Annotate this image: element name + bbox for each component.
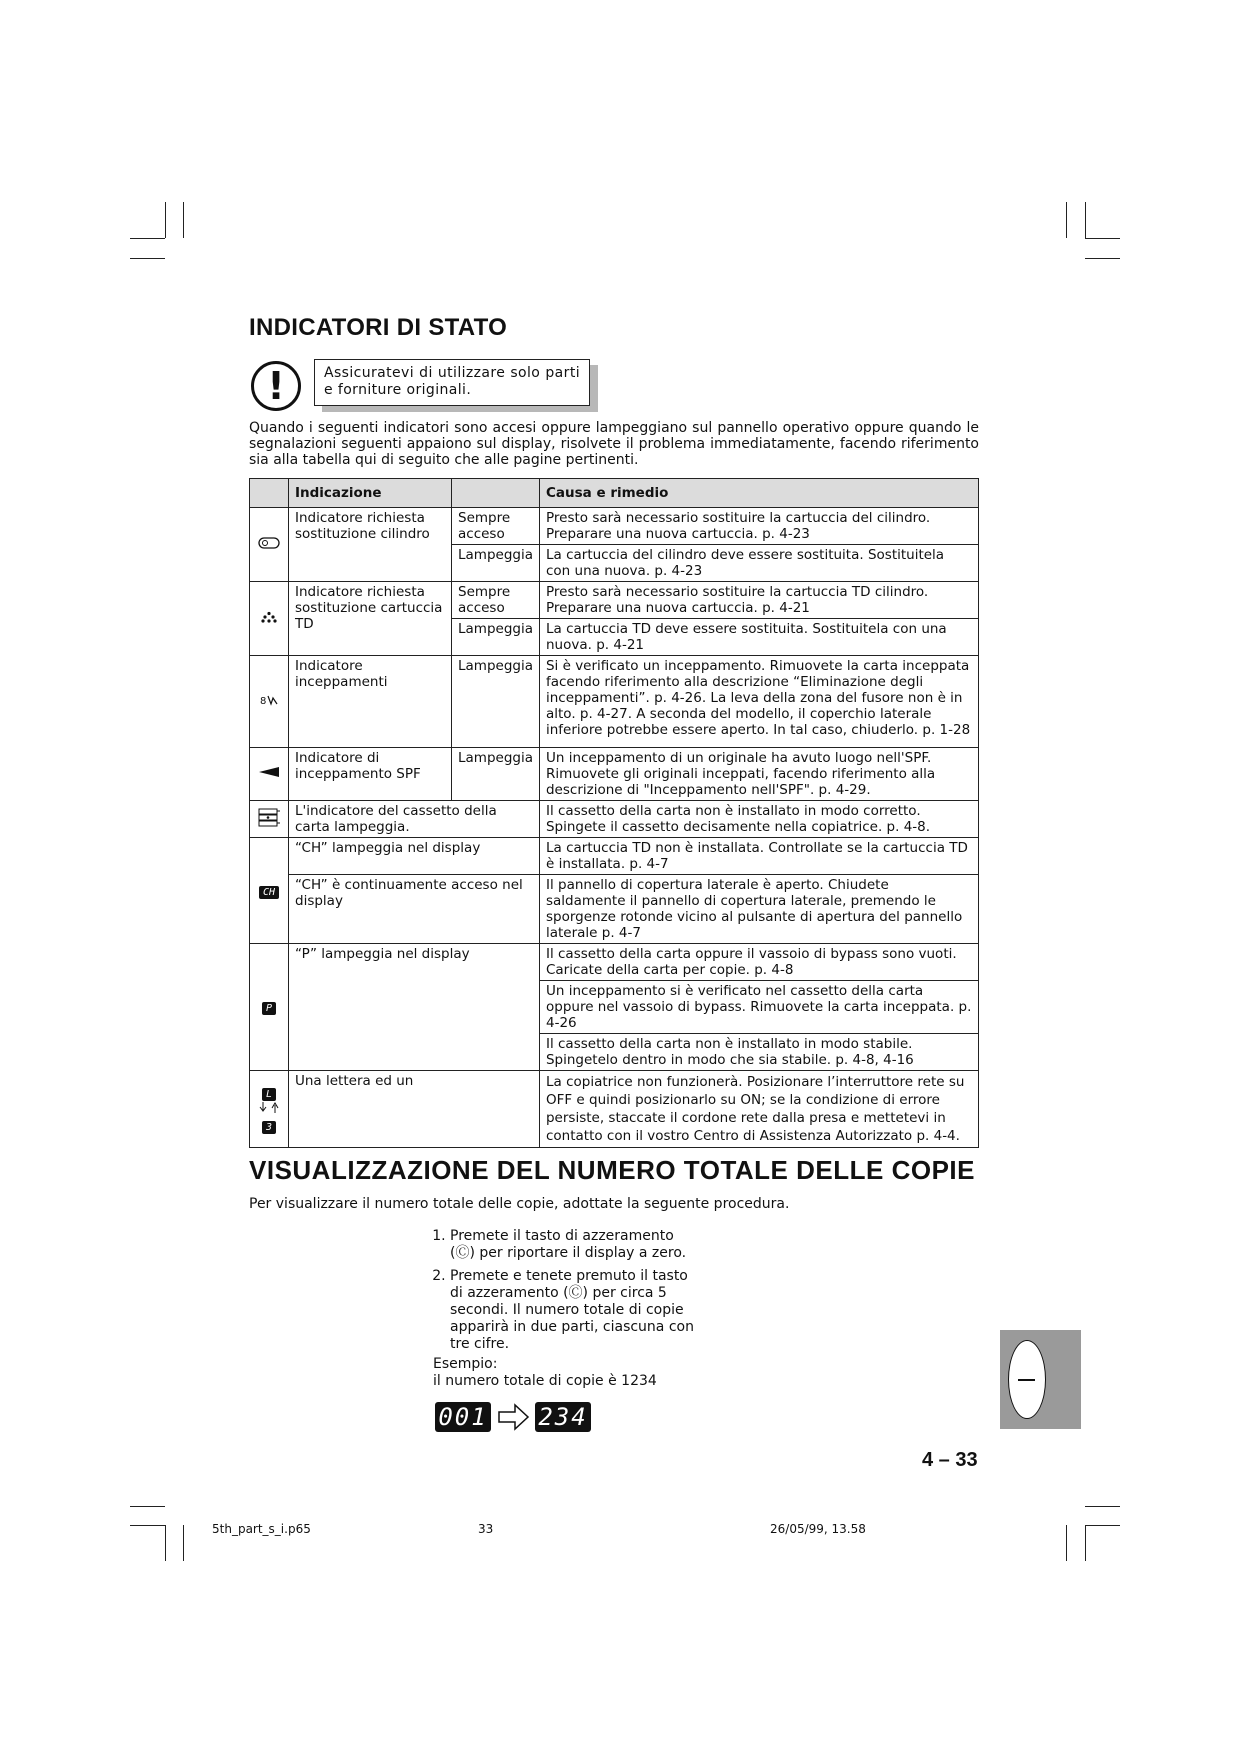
example-block bbox=[433, 1356, 657, 1390]
remedy-text: Il cassetto della carta non è installato in modo stabile. Spingetelo dentro in modo che sia stabile. p. 4-8, 4-16 bbox=[539, 1034, 978, 1071]
indication-text: Indicatore di inceppamento SPF bbox=[289, 748, 452, 801]
indication-text: Indicatore inceppamenti bbox=[289, 656, 452, 748]
indication-text: “CH” è continuamente acceso nel display bbox=[289, 875, 540, 944]
footer-date: 26/05/99, 13.58 bbox=[770, 1522, 866, 1536]
drum-cartridge-icon bbox=[250, 508, 289, 582]
step-2: 2. Premete e tenete premuto il tasto di azzeramento (Ⓒ) per circa 5 secondi. Il numero totale di copie apparirà in due parti, ciascuna con tre cifre. bbox=[450, 1268, 703, 1353]
section2-intro: Per visualizzare il numero totale delle copie, adottate la seguente procedura. bbox=[249, 1196, 790, 1212]
table-row bbox=[250, 508, 979, 545]
crop-mark bbox=[130, 258, 165, 259]
state-text: Lampeggia bbox=[452, 748, 540, 801]
indication-text: “CH” lampeggia nel display bbox=[289, 838, 540, 875]
state-text: Sempre acceso bbox=[452, 582, 540, 619]
crop-mark bbox=[130, 1506, 165, 1507]
table-row bbox=[250, 656, 979, 748]
remedy-text: La copiatrice non funzionerà. Posizionare l’interruttore rete su OFF e quindi posizionarlo su ON; se la condizione di errore persiste, staccate il cordone rete dalla presa e mettetevi in contatto con il vostro Centro di Assistenza Autorizzato p. 4-4. bbox=[539, 1071, 978, 1148]
crop-mark bbox=[1066, 1525, 1067, 1561]
remedy-text: Il cassetto della carta oppure il vassoio di bypass sono vuoti. Caricate della carta per copie. p. 4-8 bbox=[539, 944, 978, 981]
toner-dots-icon bbox=[250, 582, 289, 656]
table-row bbox=[250, 875, 979, 944]
crop-mark bbox=[1085, 258, 1120, 259]
remedy-text: Si è verificato un inceppamento. Rimuovete la carta inceppata facendo riferimento alla descrizione “Eliminazione degli inceppamenti”. p. 4-26. La leva della zona del fusore non è in alto. p. 4-27. A seconda del modello, il coperchio laterale inferiore potrebbe essere aperto. In tal caso, chiuderlo. p. 1-28 bbox=[539, 656, 978, 748]
lcd-p-display: P bbox=[262, 1002, 276, 1015]
status-indicators-table bbox=[249, 478, 979, 1148]
crop-mark bbox=[1085, 1506, 1120, 1507]
crop-mark bbox=[1085, 238, 1120, 239]
exclamation-warning-icon: ! bbox=[251, 361, 301, 411]
lcd-ch-display: CH bbox=[259, 886, 279, 899]
lcd-letter-number-icon bbox=[250, 1071, 289, 1148]
remedy-text: Presto sarà necessario sostituire la cartuccia del cilindro. Preparare una nuova cartuccia. p. 4-23 bbox=[539, 508, 978, 545]
crop-mark bbox=[1085, 1525, 1086, 1561]
state-text: Lampeggia bbox=[452, 656, 540, 748]
indication-text: Indicatore richiesta sostituzione cilindro bbox=[289, 508, 452, 582]
crop-mark bbox=[165, 1525, 166, 1561]
table-row bbox=[250, 748, 979, 801]
paper-tray-icon bbox=[250, 801, 289, 838]
arrow-right-icon bbox=[497, 1403, 530, 1431]
indication-text: “P” lampeggia nel display bbox=[289, 944, 540, 1071]
section-title-status-indicators: INDICATORI DI STATO bbox=[249, 314, 508, 341]
state-text: Lampeggia bbox=[452, 619, 540, 656]
header-causa: Causa e rimedio bbox=[539, 479, 978, 508]
footer-page: 33 bbox=[478, 1522, 494, 1536]
indication-text: Indicatore richiesta sostituzione cartuccia TD bbox=[289, 582, 452, 656]
table-row bbox=[250, 1071, 979, 1148]
crop-mark bbox=[183, 202, 184, 238]
crop-mark bbox=[130, 238, 165, 239]
header-state-cell bbox=[452, 479, 540, 508]
indication-text: Una lettera ed un bbox=[289, 1071, 540, 1148]
crop-mark bbox=[1085, 1525, 1120, 1526]
header-icon-cell bbox=[250, 479, 289, 508]
remedy-text: La cartuccia TD non è installata. Controllate se la cartuccia TD è installata. p. 4-7 bbox=[539, 838, 978, 875]
svg-text:8: 8 bbox=[260, 695, 267, 707]
crop-mark bbox=[165, 202, 166, 238]
lcd-ch-icon bbox=[250, 838, 289, 944]
table-row bbox=[250, 838, 979, 875]
procedure-steps bbox=[433, 1228, 703, 1359]
crop-mark bbox=[183, 1525, 184, 1561]
remedy-text: Un inceppamento di un originale ha avuto luogo nell'SPF. Rimuovete gli originali inceppati, facendo riferimento alla descrizione di "Inceppamento nell'SPF". p. 4-29. bbox=[539, 748, 978, 801]
remedy-text: La cartuccia del cilindro deve essere sostituita. Sostituitela con una nuova. p. 4-23 bbox=[539, 545, 978, 582]
example-label: Esempio: bbox=[433, 1356, 498, 1372]
remedy-text: Il pannello di copertura laterale è aperto. Chiudete saldamente il pannello di copertura laterale, premendo le sporgenze rotonde vicino al pulsante di apertura del pannello laterale p. 4-7 bbox=[539, 875, 978, 944]
crop-mark bbox=[130, 1525, 165, 1526]
step-1: 1. Premete il tasto di azzeramento (Ⓒ) per riportare il display a zero. bbox=[450, 1228, 703, 1262]
table-row bbox=[250, 944, 979, 981]
table-row bbox=[250, 801, 979, 838]
remedy-text: Presto sarà necessario sostituire la cartuccia TD cilindro. Preparare una nuova cartuccia. p. 4-21 bbox=[539, 582, 978, 619]
chapter-tab-oval bbox=[1008, 1340, 1046, 1419]
example-text: il numero totale di copie è 1234 bbox=[433, 1373, 657, 1389]
state-text: Sempre acceso bbox=[452, 508, 540, 545]
lcd-display-second: 234 bbox=[535, 1402, 591, 1432]
remedy-text: La cartuccia TD deve essere sostituita. Sostituitela con una nuova. p. 4-21 bbox=[539, 619, 978, 656]
remedy-text: Un inceppamento si è verificato nel cassetto della carta oppure nel vassoio di bypass. Rimuovete la carta inceppata. p. 4-26 bbox=[539, 981, 978, 1034]
lcd-display-first: 001 bbox=[435, 1402, 491, 1432]
lcd-letter-display: L bbox=[262, 1088, 276, 1101]
up-down-arrows-icon bbox=[257, 1101, 281, 1114]
warning-note: Assicuratevi di utilizzare solo parti e forniture originali. bbox=[314, 359, 590, 406]
header-indicazione: Indicazione bbox=[289, 479, 452, 508]
crop-mark bbox=[1085, 202, 1086, 238]
indication-text: L'indicatore del cassetto della carta lampeggia. bbox=[289, 801, 540, 838]
intro-paragraph: Quando i seguenti indicatori sono accesi oppure lampeggiano sul pannello operativo oppure quando le segnalazioni seguenti appaiono sul display, risolvete il problema immediatamente, facendo riferimento sia alla tabella qui di seguito che alle pagine pertinenti. bbox=[249, 420, 979, 468]
table-row bbox=[250, 582, 979, 619]
state-text: Lampeggia bbox=[452, 545, 540, 582]
section-title-total-copies: VISUALIZZAZIONE DEL NUMERO TOTALE DELLE COPIE bbox=[249, 1155, 975, 1185]
table-header-row bbox=[250, 479, 979, 508]
paper-jam-icon bbox=[250, 656, 289, 748]
lcd-number-display: 3 bbox=[262, 1121, 276, 1134]
remedy-text: Il cassetto della carta non è installato in modo corretto. Spingete il cassetto decisamente nella copiatrice. p. 4-8. bbox=[539, 801, 978, 838]
crop-mark bbox=[1066, 202, 1067, 238]
spf-misfeed-icon bbox=[250, 748, 289, 801]
page-number: 4 – 33 bbox=[922, 1449, 978, 1471]
lcd-p-icon bbox=[250, 944, 289, 1071]
footer-filename: 5th_part_s_i.p65 bbox=[212, 1522, 311, 1536]
